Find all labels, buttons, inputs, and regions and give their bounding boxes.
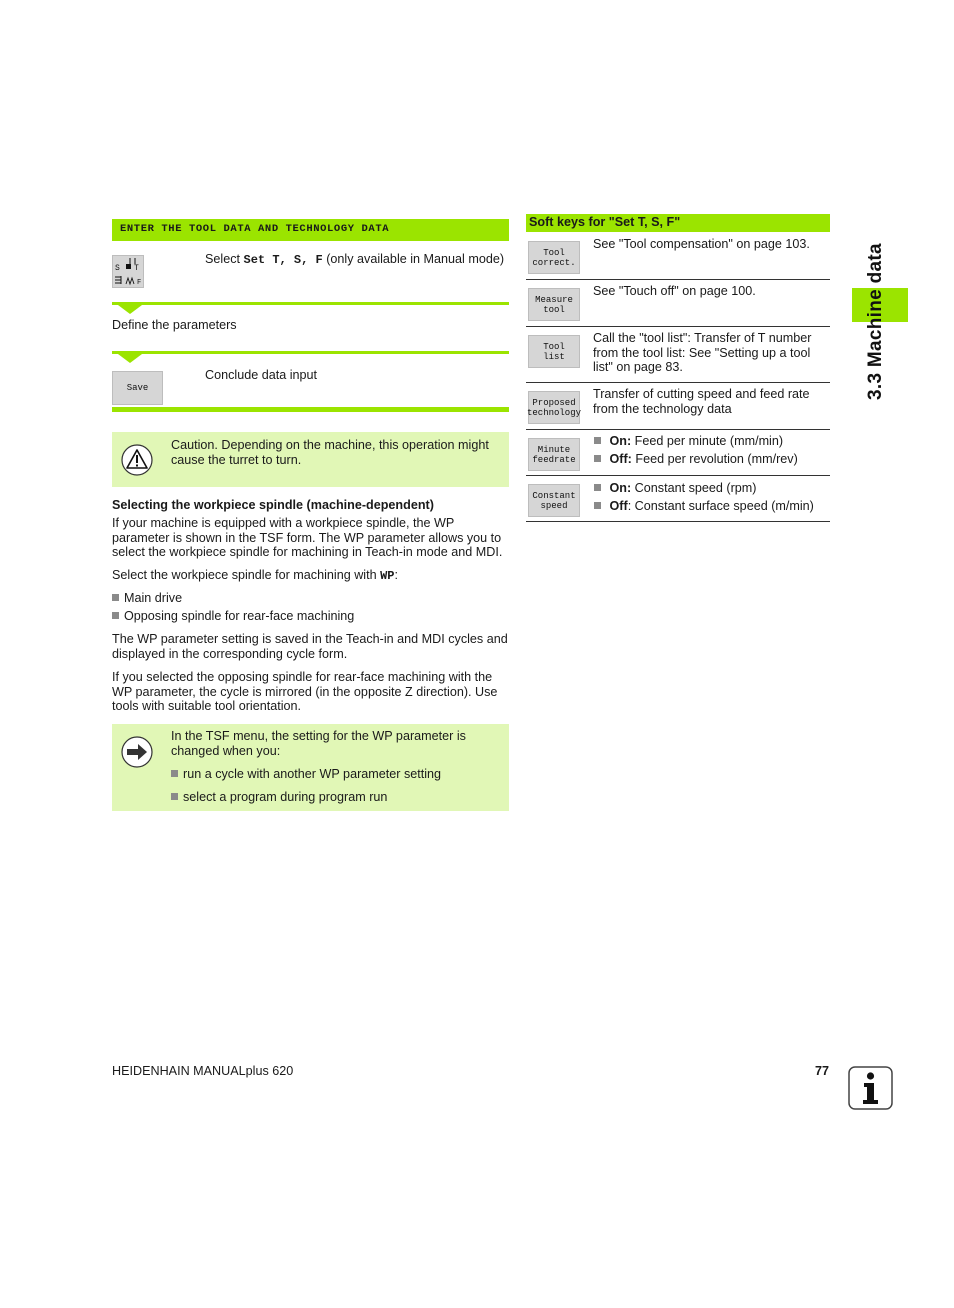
section-title: Selecting the workpiece spindle (machine-dependent) [112, 498, 434, 512]
list-item: run a cycle with another WP parameter setting [171, 767, 441, 782]
constant-speed-softkey[interactable]: Constant speed [528, 484, 580, 517]
table-row-description: Transfer of cutting speed and feed rate from the technology data [593, 387, 810, 416]
warning-triangle-icon [121, 444, 153, 476]
proposed-technology-softkey[interactable]: Proposed technology [528, 391, 580, 424]
table-row-description: See "Tool compensation" on page 103. [593, 237, 810, 251]
wp-command: WP [380, 569, 395, 583]
svg-text:T: T [134, 264, 139, 273]
paragraph-3: The WP parameter setting is saved in the Teach-in and MDI cycles and displayed in the corresponding cycle form. [112, 632, 508, 661]
option-off: Off: Feed per revolution (mm/rev) [594, 452, 828, 467]
option-off: Off: Constant surface speed (m/min) [594, 499, 828, 514]
step-divider [112, 351, 509, 354]
tsf-note-text: In the TSF menu, the setting for the WP parameter is changed when you: [171, 729, 466, 758]
step-arrow-icon [118, 305, 142, 314]
row-divider [526, 382, 830, 383]
softkey-table-title: Soft keys for "Set T, S, F" [529, 215, 681, 229]
paragraph-2: Select the workpiece spindle for machining with WP: [112, 568, 399, 583]
paragraph-1: If your machine is equipped with a workpiece spindle, the WP parameter is shown in the TSF form. The WP parameter allows you to select the workpiece spindle for machining in Teach-in mode and MDI. [112, 516, 503, 559]
row-divider [526, 429, 830, 430]
tsf-note [112, 724, 509, 811]
info-i-icon [848, 1066, 893, 1110]
option-on: On: Constant speed (rpm) [594, 481, 828, 496]
define-parameters-text: Define the parameters [112, 318, 237, 332]
tool-correct-softkey[interactable]: Tool correct. [528, 241, 580, 274]
page-number: 77 [815, 1064, 830, 1078]
procedure-heading: ENTER THE TOOL DATA AND TECHNOLOGY DATA [120, 223, 390, 235]
list-item: select a program during program run [171, 790, 387, 805]
measure-tool-softkey[interactable]: Measure tool [528, 288, 580, 321]
procedure-end-bar [112, 407, 509, 412]
tool-list-softkey[interactable]: Tool list [528, 335, 580, 368]
list-item: Opposing spindle for rear-face machining [112, 609, 354, 624]
svg-text:S: S [115, 264, 120, 273]
step-select-text: Select Set T, S, F (only available in Manual mode) [205, 252, 505, 267]
row-divider [526, 521, 830, 522]
table-row-description: Call the "tool list": Transfer of T number from the tool list: See "Setting up a tool list" on page 83. [593, 331, 812, 374]
softkey-table-header [526, 214, 830, 232]
paragraph-4: If you selected the opposing spindle for rear-face machining with the WP parameter, the cycle is mirrored (in the opposite Z direction). Use tools with suitable tool orientation. [112, 670, 498, 713]
conclude-text: Conclude data input [205, 368, 318, 382]
list-item: Main drive [112, 591, 182, 606]
step-arrow-icon [118, 354, 142, 363]
step-divider [112, 302, 509, 305]
arrow-right-icon [121, 736, 153, 768]
row-divider [526, 279, 830, 280]
minute-feedrate-softkey[interactable]: Minute feedrate [528, 438, 580, 471]
row-divider [526, 475, 830, 476]
set-tsf-command: Set T, S, F [243, 253, 323, 267]
option-on: On: Feed per minute (mm/min) [594, 434, 828, 449]
caution-text: Caution. Depending on the machine, this operation might cause the turret to turn. [171, 438, 489, 467]
footer-title: HEIDENHAIN MANUALplus 620 [112, 1064, 294, 1078]
set-tsf-softkey-icon[interactable] [112, 255, 144, 288]
procedure-header-bar [112, 219, 509, 241]
caution-note [112, 432, 509, 487]
row-divider [526, 326, 830, 327]
save-softkey[interactable] [112, 371, 163, 405]
save-softkey-label: Save [126, 383, 149, 393]
chapter-tab-title: 3.3 Machine data [865, 243, 886, 400]
table-row-description: See "Touch off" on page 100. [593, 284, 756, 298]
svg-text:F: F [137, 279, 142, 287]
